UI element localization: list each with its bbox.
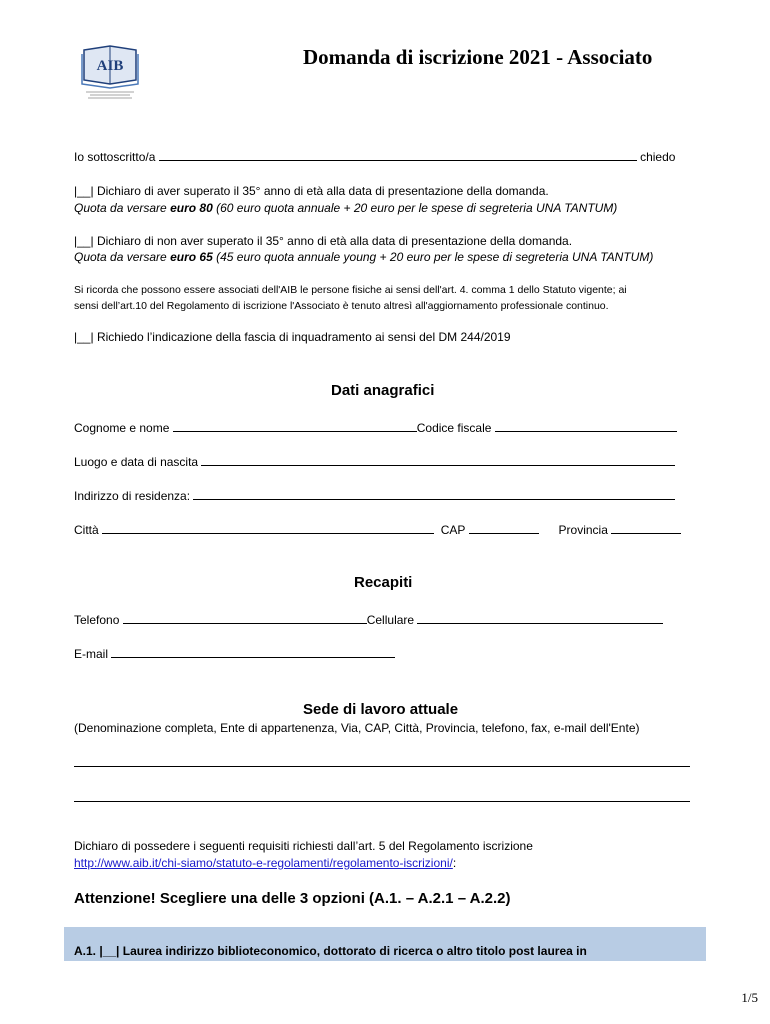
citta-label: Città xyxy=(74,523,99,537)
telefono-label: Telefono xyxy=(74,613,120,627)
link-suffix: : xyxy=(452,856,457,870)
provincia-field[interactable] xyxy=(611,523,681,534)
lavoro-detail: (Denominazione completa, Ente di appartenenza, Via, CAP, Città, Provincia, telefono, fax, e-mail dell'Ente) xyxy=(74,721,640,735)
requisiti-text: Dichiaro di possedere i seguenti requisiti richiesti dall’art. 5 del Regolamento iscrizione xyxy=(74,839,533,853)
option2-quota xyxy=(74,250,653,264)
lavoro-heading: Sede di lavoro attuale xyxy=(303,701,459,718)
option-a1-text: A.1. |__| Laurea indirizzo biblioteconomico, dottorato di ricerca o altro titolo post laurea in xyxy=(74,944,587,958)
logo-text: AIB xyxy=(96,58,124,74)
cellulare-field[interactable] xyxy=(417,613,663,624)
luogo-label: Luogo e data di nascita xyxy=(74,455,199,469)
fascia-line xyxy=(74,330,511,344)
page-number: 1/5 xyxy=(741,990,758,1005)
email-label: E-mail xyxy=(74,647,109,661)
cognome-field[interactable] xyxy=(173,421,417,432)
codice-field[interactable] xyxy=(495,421,677,432)
citta-field[interactable] xyxy=(102,523,434,534)
indirizzo-label: Indirizzo di residenza: xyxy=(74,489,191,503)
lavoro-field-2[interactable] xyxy=(74,801,690,802)
cognome-label: Cognome e nome xyxy=(74,421,170,435)
email-field[interactable] xyxy=(111,647,395,658)
regolamento-link[interactable]: http://www.aib.it/chi-siamo/statuto-e-regolamenti/regolamento-iscrizioni/ xyxy=(74,856,453,870)
telefono-field[interactable] xyxy=(123,613,367,624)
option1-line xyxy=(74,184,549,198)
note-line-1: Si ricorda che possono essere associati dell'AIB le persone fisiche ai sensi dell'art. 4. comma 1 dello Statuto vigente; ai xyxy=(74,284,627,296)
option1-quota-amount: euro 80 xyxy=(170,201,213,215)
option1-text: Dichiaro di aver superato il 35° anno di età alla data di presentazione della domanda. xyxy=(96,184,549,198)
telefono-row xyxy=(74,613,663,627)
option1-checkbox[interactable]: |__| xyxy=(74,184,94,198)
name-field[interactable] xyxy=(159,150,637,161)
option1-quota-detail: (60 euro quota annuale + 20 euro per le spese di segreteria UNA TANTUM) xyxy=(216,201,618,215)
option2-quota-prefix: Quota da versare xyxy=(74,250,167,264)
cap-label: CAP xyxy=(440,523,466,537)
citta-row xyxy=(74,523,681,537)
anagrafici-heading: Dati anagrafici xyxy=(331,382,435,399)
email-row xyxy=(74,647,395,661)
indirizzo-field[interactable] xyxy=(193,489,675,500)
luogo-field[interactable] xyxy=(201,455,675,466)
attenzione-heading: Attenzione! Scegliere una delle 3 opzioni (A.1. – A.2.1 – A.2.2) xyxy=(74,890,511,907)
provincia-label: Provincia xyxy=(558,523,608,537)
option2-checkbox[interactable]: |__| xyxy=(74,234,94,248)
codice-label: Codice fiscale xyxy=(416,421,492,435)
page-title: Domanda di iscrizione 2021 - Associato xyxy=(303,45,653,69)
cellulare-label: Cellulare xyxy=(366,613,415,627)
note-line-2: sensi dell’art.10 del Regolamento di iscrizione l'Associato è tenuto altresì all'aggiornamento professionale continuo. xyxy=(74,300,609,312)
fascia-checkbox[interactable]: |__| xyxy=(74,330,94,344)
option2-quota-amount: euro 65 xyxy=(170,250,213,264)
intro-line xyxy=(74,150,675,164)
aib-logo xyxy=(80,44,140,100)
lavoro-field-1[interactable] xyxy=(74,766,690,767)
luogo-row xyxy=(74,455,675,469)
intro-label: Io sottoscritto/a xyxy=(74,150,156,164)
indirizzo-row xyxy=(74,489,675,503)
option2-text: Dichiaro di non aver superato il 35° anno di età alla data di presentazione della domanda. xyxy=(96,234,573,248)
intro-end: chiedo xyxy=(640,150,676,164)
option2-line xyxy=(74,234,572,248)
option1-quota xyxy=(74,201,617,215)
fascia-text: Richiedo l’indicazione della fascia di inquadramento ai sensi del DM 244/2019 xyxy=(96,330,511,344)
option2-quota-detail: (45 euro quota annuale young + 20 euro per le spese di segreteria UNA TANTUM) xyxy=(216,250,654,264)
option1-quota-prefix: Quota da versare xyxy=(74,201,167,215)
cognome-row xyxy=(74,421,677,435)
recapiti-heading: Recapiti xyxy=(354,574,413,591)
cap-field[interactable] xyxy=(469,523,539,534)
requisiti-link-line xyxy=(74,856,456,870)
